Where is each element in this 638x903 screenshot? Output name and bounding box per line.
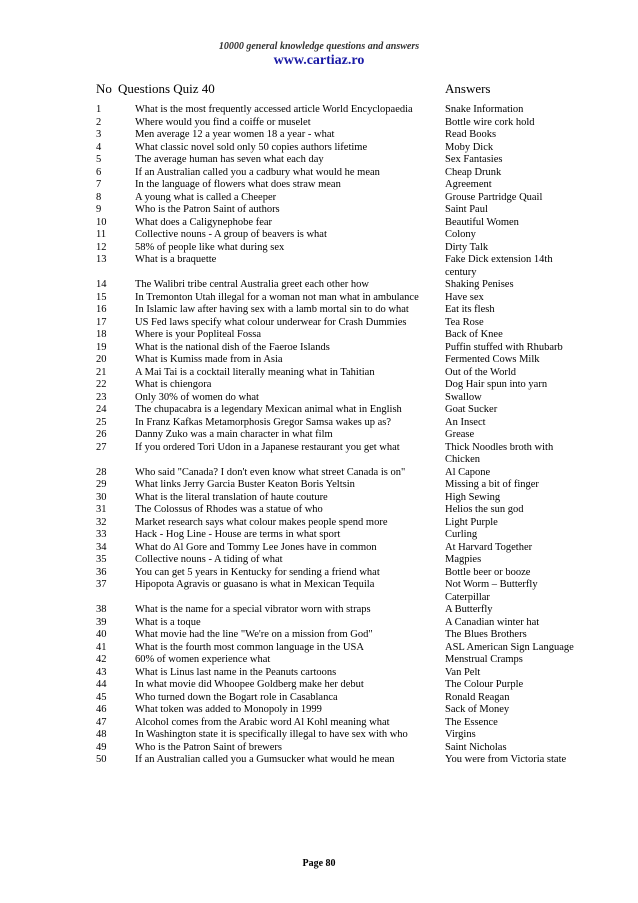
question-text: 60% of women experience what: [135, 654, 271, 665]
table-row: [0, 492, 638, 505]
answer-text: Grouse Partridge Quail: [445, 191, 543, 203]
question-text: In Franz Kafkas Metamorphosis Gregor Samsa wakes up as?: [135, 416, 392, 428]
question-text: If an Australian called you a Gumsucker what would he mean: [135, 754, 395, 765]
question-number: 30: [96, 491, 107, 503]
question-text: What is chiengora: [135, 379, 212, 390]
table-row: [0, 129, 638, 142]
question-number: 16: [96, 304, 107, 315]
answer-text: Moby Dick: [445, 141, 494, 153]
answer-text: Bottle wire cork hold: [445, 116, 535, 128]
question-number: 48: [96, 729, 107, 740]
table-row: [0, 479, 638, 492]
question-number: 25: [96, 416, 107, 428]
question-text: In what movie did Whoopee Goldberg make her debut: [135, 679, 364, 690]
column-header-answers: Answers: [445, 81, 491, 96]
answer-text: Bottle beer or booze: [445, 566, 531, 578]
question-text: What movie had the line "We're on a mission from God": [135, 629, 373, 640]
answer-text: Beautiful Women: [445, 216, 519, 228]
question-text: Alcohol comes from the Arabic word Al Kohl meaning what: [135, 716, 390, 728]
question-text: What links Jerry Garcia Buster Keaton Boris Yeltsin: [135, 479, 355, 490]
question-number: 24: [96, 404, 107, 415]
table-row: [0, 567, 638, 580]
question-text: Who turned down the Bogart role in Casablanca: [135, 691, 338, 703]
table-row: [0, 467, 638, 480]
table-row: [0, 579, 638, 604]
table-row: [0, 242, 638, 255]
question-number: 15: [96, 291, 107, 303]
question-number: 5: [96, 154, 102, 165]
question-text: US Fed laws specify what colour underwear for Crash Dummies: [135, 316, 407, 328]
question-text: What is the most frequently accessed article World Encyclopaedia: [135, 104, 413, 115]
question-number: 19: [96, 341, 107, 353]
table-row: [0, 192, 638, 205]
table-row: [0, 754, 638, 767]
question-number: 43: [96, 666, 107, 678]
answer-text: Have sex: [445, 291, 484, 303]
question-number: 50: [96, 754, 107, 765]
question-text: If an Australian called you a cadbury what would he mean: [135, 166, 380, 178]
question-text: Where would you find a coiffe or muselet: [135, 116, 311, 128]
question-number: 4: [96, 141, 102, 153]
question-number: 9: [96, 204, 102, 215]
answer-text: Grease: [445, 429, 475, 440]
table-row: [0, 379, 638, 392]
table-row: [0, 292, 638, 305]
table-row: [0, 154, 638, 167]
answer-text: Thick Noodles broth with Chicken: [445, 441, 554, 465]
answer-text: Back of Knee: [445, 329, 503, 340]
question-number: 26: [96, 429, 107, 440]
answer-text: A Butterfly: [445, 604, 493, 615]
answer-text: Light Purple: [445, 516, 498, 528]
question-text: A young what is called a Cheeper: [135, 191, 277, 203]
table-row: [0, 617, 638, 630]
answer-text: Fermented Cows Milk: [445, 354, 540, 365]
question-number: 18: [96, 329, 107, 340]
answer-text: Fake Dick extension 14th century: [445, 254, 553, 278]
question-number: 17: [96, 316, 107, 328]
answer-text: Magpies: [445, 554, 482, 565]
answer-text: Not Worm – Butterfly Caterpillar: [445, 579, 538, 603]
question-number: 44: [96, 679, 107, 690]
table-row: [0, 142, 638, 155]
answer-text: Menstrual Cramps: [445, 654, 523, 665]
answer-text: Colony: [445, 229, 476, 240]
answer-text: Out of the World: [445, 366, 516, 378]
table-row: [0, 254, 638, 279]
table-row: [0, 329, 638, 342]
question-text: Collective nouns - A group of beavers is what: [135, 229, 327, 240]
table-row: [0, 417, 638, 430]
question-text: In Tremonton Utah illegal for a woman not man what in ambulance: [135, 291, 419, 303]
answer-text: You were from Victoria state: [445, 754, 567, 765]
question-text: Market research says what colour makes people spend more: [135, 516, 388, 528]
answer-text: Missing a bit of finger: [445, 479, 539, 490]
question-text: What is Kumiss made from in Asia: [135, 354, 283, 365]
question-number: 29: [96, 479, 107, 490]
question-text: What is the national dish of the Faeroe Islands: [135, 341, 330, 353]
question-text: What is the fourth most common language in the USA: [135, 641, 364, 653]
page-number: Page 80: [302, 858, 336, 869]
question-number: 1: [96, 104, 102, 115]
answer-text: Eat its flesh: [445, 304, 495, 315]
document-subtitle: 10000 general knowledge questions and answers: [218, 41, 420, 52]
answer-text: The Essence: [445, 716, 498, 728]
table-row: [0, 704, 638, 717]
answer-text: Tea Rose: [445, 316, 484, 328]
table-row: [0, 279, 638, 292]
answer-text: Ronald Reagan: [445, 691, 510, 703]
question-number: 42: [96, 654, 107, 665]
table-row: [0, 604, 638, 617]
answer-text: Dog Hair spun into yarn: [445, 379, 548, 390]
answer-text: Snake Information: [445, 104, 524, 115]
table-row: [0, 442, 638, 467]
question-number: 14: [96, 279, 107, 290]
question-text: Where is your Popliteal Fossa: [135, 329, 261, 340]
answer-text: Van Pelt: [445, 666, 481, 678]
answer-text: Helios the sun god: [445, 504, 524, 515]
question-number: 22: [96, 379, 107, 390]
question-number: 34: [96, 541, 107, 553]
question-number: 3: [96, 129, 102, 140]
question-text: Hack - Hog Line - House are terms in what sport: [135, 529, 341, 540]
table-row: [0, 679, 638, 692]
table-row: [0, 204, 638, 217]
table-row: [0, 104, 638, 117]
question-text: Hipopota Agravis or guasano is what in Mexican Tequila: [135, 579, 375, 590]
question-number: 31: [96, 504, 107, 515]
table-row: [0, 742, 638, 755]
question-number: 7: [96, 179, 102, 190]
question-number: 41: [96, 641, 107, 653]
question-number: 39: [96, 616, 107, 628]
answer-text: ASL American Sign Language: [445, 641, 574, 653]
question-number: 40: [96, 629, 107, 640]
table-row: [0, 392, 638, 405]
answer-text: Sack of Money: [445, 704, 510, 715]
column-header-questions: Questions Quiz 40: [118, 81, 215, 96]
table-row: [0, 217, 638, 230]
question-number: 32: [96, 516, 107, 528]
quiz-table: [0, 104, 638, 767]
question-number: 38: [96, 604, 107, 615]
question-text: Only 30% of women do what: [135, 391, 259, 403]
question-text: Who is the Patron Saint of brewers: [135, 741, 282, 753]
question-text: You can get 5 years in Kentucky for sending a friend what: [135, 566, 380, 578]
question-text: The Walibri tribe central Australia greet each other how: [135, 279, 369, 290]
question-number: 45: [96, 691, 107, 703]
table-row: [0, 517, 638, 530]
answer-text: The Blues Brothers: [445, 629, 527, 640]
question-number: 13: [96, 254, 107, 265]
answer-text: Sex Fantasies: [445, 154, 503, 165]
question-text: What is a toque: [135, 616, 201, 628]
answer-text: Curling: [445, 529, 478, 540]
question-text: What do Al Gore and Tommy Lee Jones have in common: [135, 541, 377, 553]
table-row: [0, 317, 638, 330]
question-number: 12: [96, 241, 107, 253]
answer-text: Virgins: [445, 729, 476, 740]
answer-text: Al Capone: [445, 466, 491, 478]
question-text: Collective nouns - A tiding of what: [135, 554, 283, 565]
table-row: [0, 667, 638, 680]
table-row: [0, 367, 638, 380]
question-text: What classic novel sold only 50 copies authors lifetime: [135, 141, 368, 153]
table-row: [0, 117, 638, 130]
answer-text: Saint Paul: [445, 204, 488, 215]
question-text: In the language of flowers what does straw mean: [135, 179, 341, 190]
question-number: 46: [96, 704, 107, 715]
table-row: [0, 542, 638, 555]
answer-text: Agreement: [445, 179, 492, 190]
question-number: 36: [96, 566, 107, 578]
question-text: What is a braquette: [135, 254, 217, 265]
table-row: [0, 304, 638, 317]
question-number: 47: [96, 716, 107, 728]
answer-text: Saint Nicholas: [445, 741, 507, 753]
question-text: The Colossus of Rhodes was a statue of who: [135, 504, 323, 515]
question-text: Who said "Canada? I don't even know what street Canada is on": [135, 466, 406, 478]
question-text: If you ordered Tori Udon in a Japanese restaurant you get what: [135, 441, 400, 453]
table-row: [0, 354, 638, 367]
question-number: 8: [96, 191, 102, 203]
table-row: [0, 342, 638, 355]
table-row: [0, 229, 638, 242]
table-row: [0, 404, 638, 417]
answer-text: Cheap Drunk: [445, 166, 502, 178]
question-number: 20: [96, 354, 107, 365]
table-row: [0, 504, 638, 517]
question-text: In Islamic law after having sex with a lamb mortal sin to do what: [135, 304, 409, 315]
question-number: 21: [96, 366, 107, 378]
answer-text: At Harvard Together: [445, 541, 533, 553]
question-number: 2: [96, 116, 102, 128]
question-number: 49: [96, 741, 107, 753]
question-text: What is Linus last name in the Peanuts cartoons: [135, 666, 337, 678]
answer-text: Shaking Penises: [445, 279, 514, 290]
question-text: In Washington state it is specifically illegal to have sex with who: [135, 729, 408, 740]
question-text: What is the name for a special vibrator worn with straps: [135, 604, 371, 615]
question-text: Who is the Patron Saint of authors: [135, 204, 280, 215]
column-header-no: No: [96, 81, 112, 96]
answer-text: Dirty Talk: [445, 241, 489, 253]
answer-text: Puffin stuffed with Rhubarb: [445, 341, 563, 353]
table-row: [0, 554, 638, 567]
table-row: [0, 179, 638, 192]
table-row: [0, 429, 638, 442]
question-text: What token was added to Monopoly in 1999: [135, 704, 322, 715]
answer-text: High Sewing: [445, 491, 501, 503]
question-text: Men average 12 a year women 18 a year - what: [135, 129, 335, 140]
question-number: 37: [96, 579, 107, 590]
question-number: 33: [96, 529, 107, 540]
answer-text: The Colour Purple: [445, 679, 524, 690]
answer-text: Read Books: [445, 129, 497, 140]
table-row: [0, 654, 638, 667]
question-number: 28: [96, 466, 107, 478]
question-number: 23: [96, 391, 107, 403]
question-number: 11: [96, 229, 107, 240]
answer-text: An Insect: [445, 416, 486, 428]
question-number: 35: [96, 554, 107, 565]
question-text: Danny Zuko was a main character in what film: [135, 429, 333, 440]
table-row: [0, 717, 638, 730]
answer-text: A Canadian winter hat: [445, 616, 540, 628]
table-row: [0, 729, 638, 742]
question-text: What is the literal translation of haute couture: [135, 491, 328, 503]
website-link[interactable]: www.cartiaz.ro: [273, 53, 365, 68]
table-row: [0, 692, 638, 705]
answer-text: Swallow: [445, 391, 482, 403]
question-number: 10: [96, 216, 107, 228]
table-row: [0, 529, 638, 542]
question-text: What does a Caligynephobe fear: [135, 216, 273, 228]
table-row: [0, 629, 638, 642]
question-number: 6: [96, 166, 102, 178]
table-row: [0, 642, 638, 655]
question-text: A Mai Tai is a cocktail literally meaning what in Tahitian: [135, 366, 375, 378]
question-text: The average human has seven what each day: [135, 154, 324, 165]
question-text: The chupacabra is a legendary Mexican animal what in English: [135, 404, 402, 415]
answer-text: Goat Sucker: [445, 404, 498, 415]
question-text: 58% of people like what during sex: [135, 241, 285, 253]
table-row: [0, 167, 638, 180]
question-number: 27: [96, 441, 107, 453]
